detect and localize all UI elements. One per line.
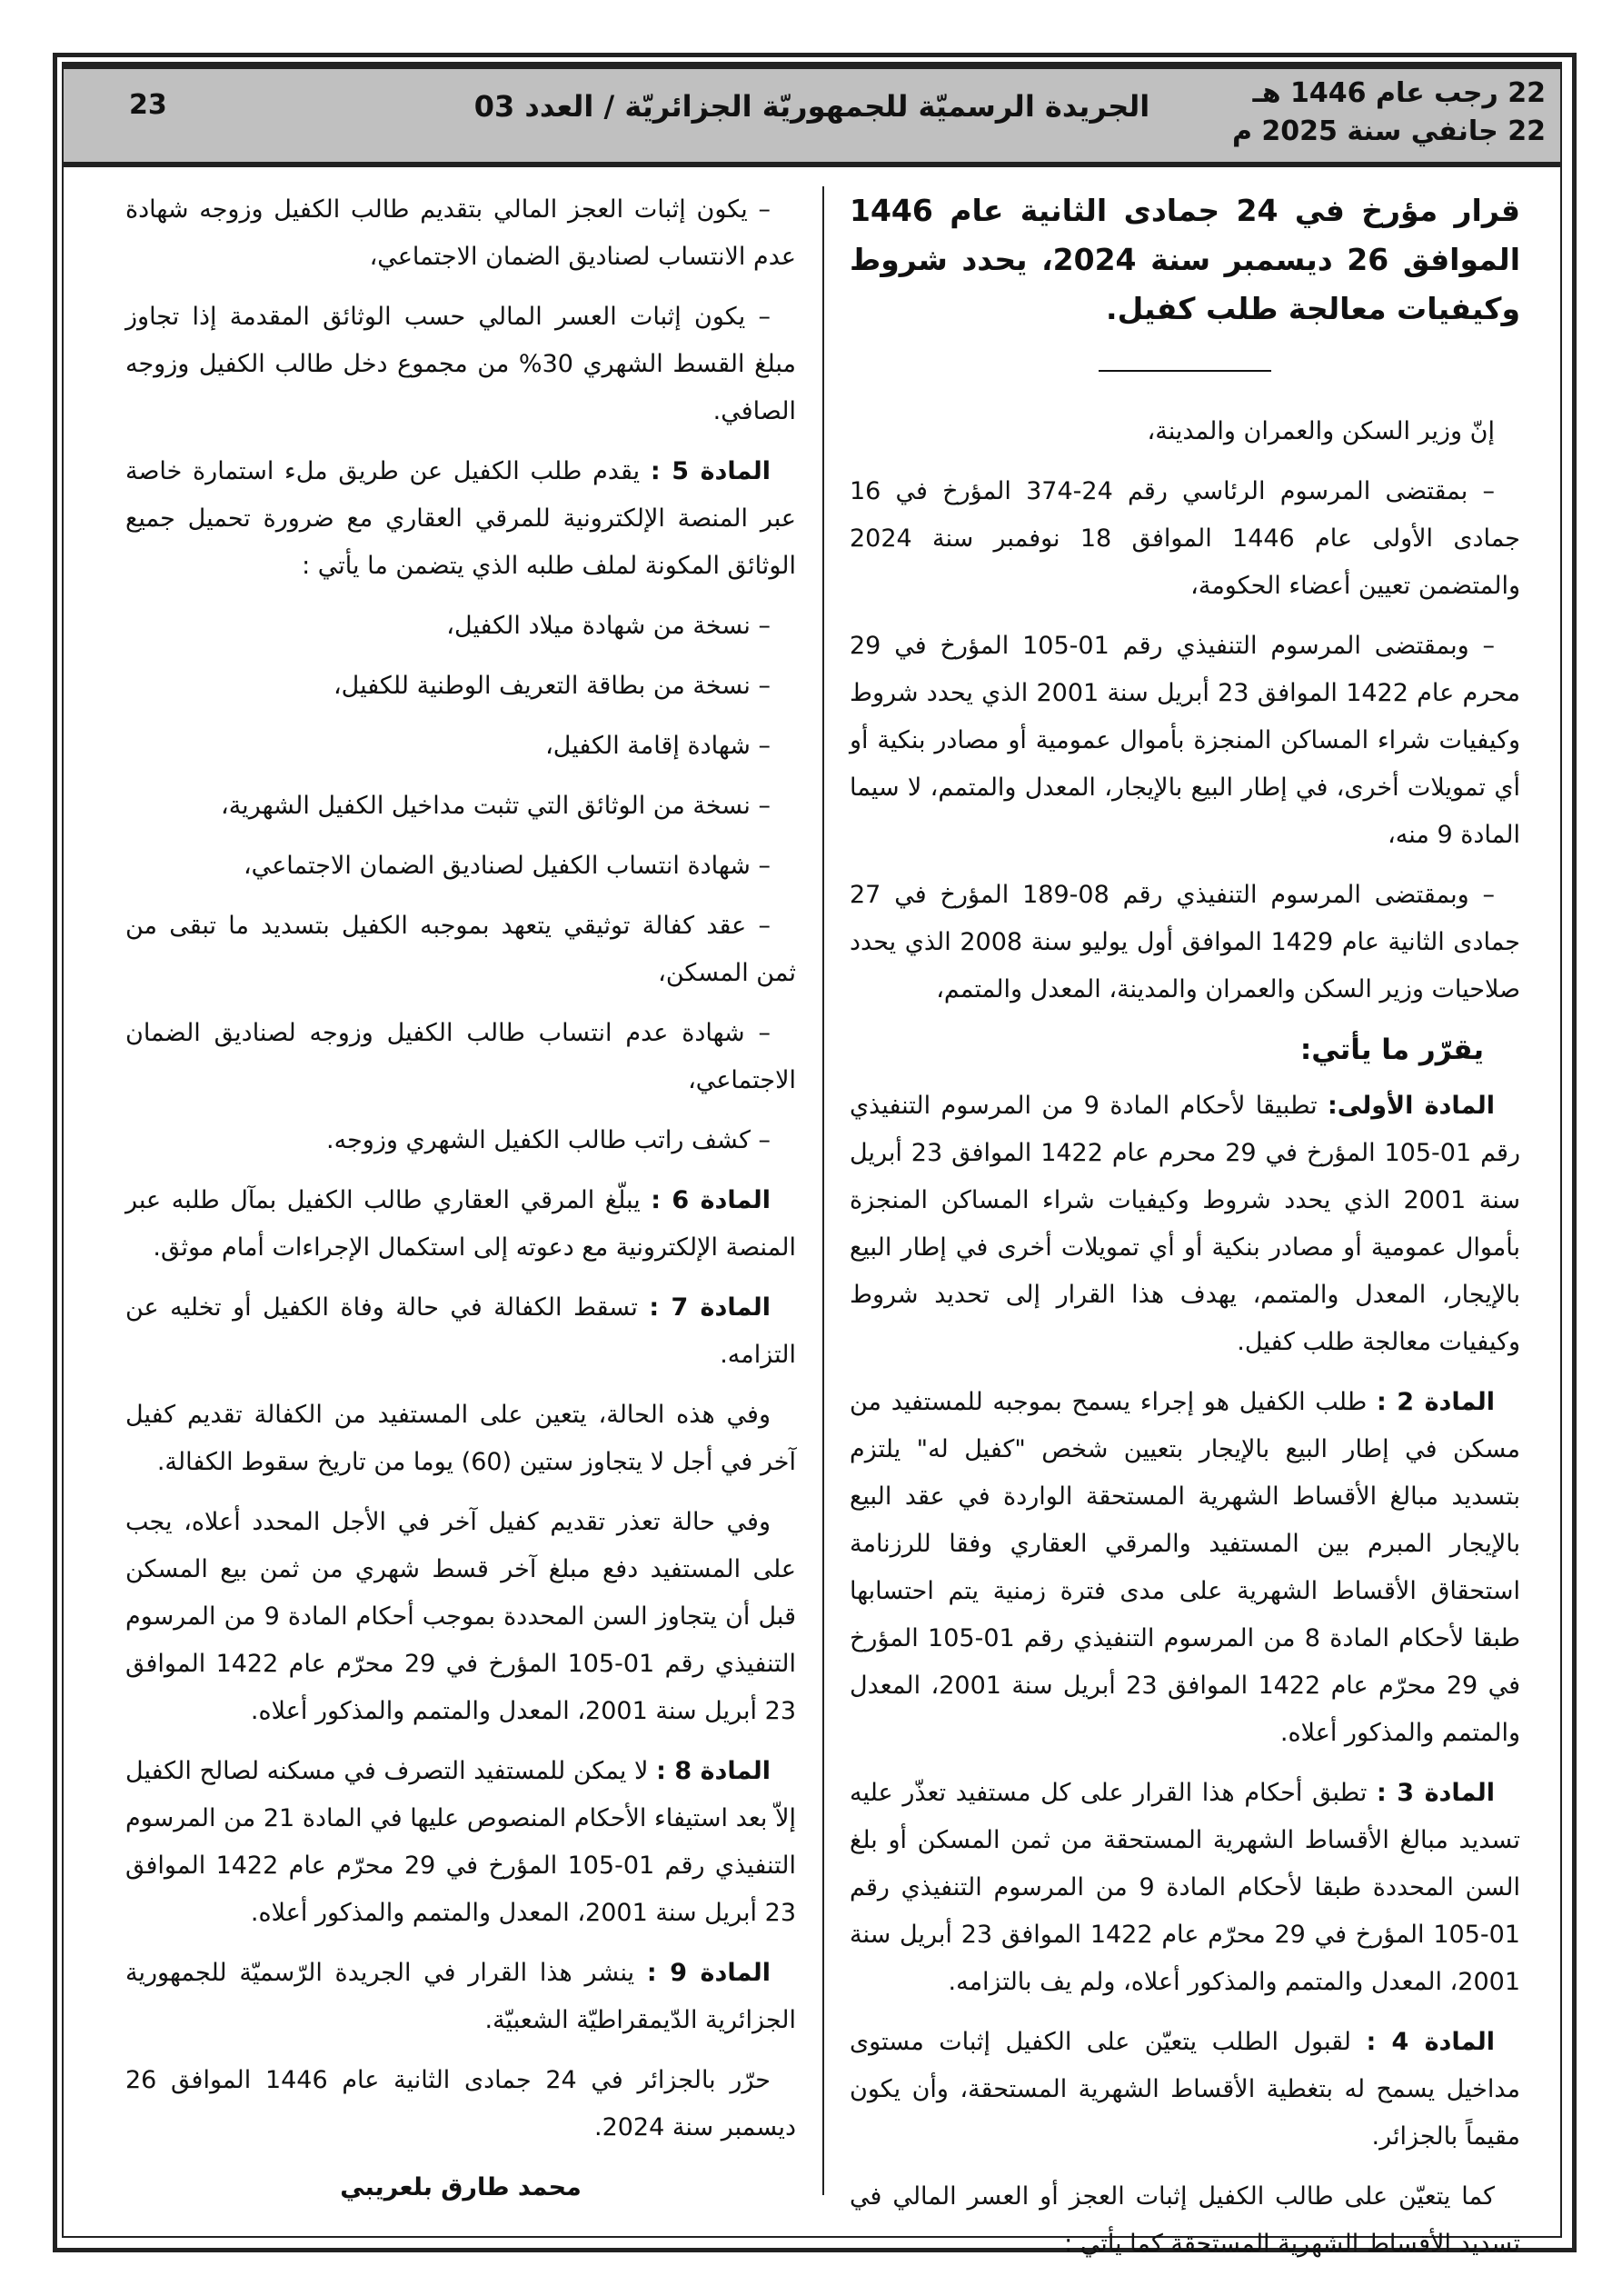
document-item: – نسخة من شهادة ميلاد الكفيل، [446,612,771,640]
done-at: حرّر بالجزائر في 24 جمادى الثانية عام 1446 الموافق 26 ديسمبر سنة 2024. [125,2066,796,2141]
article-text: لقبول الطلب يتعيّن على الكفيل إثبات مستوى مداخيل يسمح له بتغطية الأقساط الشهرية المستحقة، وأن يكون مقيماً بالجزائر. [850,2028,1520,2151]
left-column [125,186,796,2211]
document-item: – كشف راتب طالب الكفيل الشهري وزوجه. [326,1126,771,1154]
article-8 [125,1748,796,1937]
article-9 [125,1950,796,2044]
intro: إنّ وزير السكن والعمران والمدينة، [1147,417,1495,445]
list-item: – يكون إثبات العسر المالي حسب الوثائق المقدمة إذا تجاوز مبلغ القسط الشهري 30% من مجموع دخل طالب الكفيل وزوجه الصافي. [125,303,797,425]
document-item: – عقد كفالة توثيقي يتعهد بموجبه الكفيل بتسديد ما تبقى من ثمن المسكن، [125,912,796,987]
article-text: يبلّغ المرقي العقاري طالب الكفيل بمآل طلبه عبر المنصة الإلكترونية مع دعوته إلى استكمال الإجراءات أمام موثق. [125,1186,796,1262]
article-5 [125,448,796,590]
document-item: – شهادة عدم انتساب طالب الكفيل وزوجه لصناديق الضمان الاجتماعي، [125,1019,796,1094]
article-text: يقدم طلب الكفيل عن طريق ملء استمارة خاصة عبر المنصة الإلكترونية للمرقي العقاري مع ضرورة تحميل جميع الوثائق المكونة لملف طلبه الذي يتضمن ما يأتي : [125,457,796,580]
article-7-para-2: وفي هذه الحالة، يتعين على المستفيد من الكفالة تقديم كفيل آخر في أجل لا يتجاوز ستين (60) يوما من تاريخ سقوط الكفالة. [125,1401,796,1476]
article-label: المادة 6 : [651,1186,771,1214]
document-item: – نسخة من بطاقة التعريف الوطنية للكفيل، [333,672,771,700]
article-text: تطبق أحكام هذا القرار على كل مستفيد تعذّر عليه تسديد مبالغ الأقساط الشهرية المستحقة من ثمن المسكن أو بلغ السن المحددة طبقا لأحكام المادة 9 من المرسوم التنفيذي رقم 01-105 المؤرخ في 29 محرّم عام 1422 الموافق 23 أبريل سنة 2001، المعدل والمتمم والمذكور أعلاه، ولم يف بالتزامه. [850,1779,1520,1996]
article-text: لا يمكن للمستفيد التصرف في مسكنه لصالح الكفيل إلاّ بعد استيفاء الأحكام المنصوص عليها في المادة 21 من المرسوم التنفيذي رقم 01-105 المؤرخ في 29 محرّم عام 1422 الموافق 23 أبريل سنة 2001، المعدل والمتمم والمذكور أعلاه. [125,1757,797,1927]
decides-heading: يقرّر ما يأتي: [1299,1033,1484,1066]
article-label: المادة 8 : [656,1757,771,1785]
article-label: المادة 2 : [1376,1388,1496,1416]
document-item: – نسخة من الوثائق التي تثبت مداخيل الكفيل الشهرية، [220,792,771,820]
page-number: 23 [129,89,167,121]
article-4-continued: كما يتعيّن على طالب الكفيل إثبات العجز أو العسر المالي في تسديد الأقساط الشهرية المستحقة كما يأتي : [850,2182,1520,2258]
visa-1: – بمقتضى المرسوم الرئاسي رقم 24-374 المؤرخ في 16 جمادى الأولى عام 1446 الموافق 18 نوفمبر سنة 2024 والمتضمن تعيين أعضاء الحكومة، [850,477,1520,600]
article-label: المادة 5 : [650,457,771,485]
article-text: تطبيقا لأحكام المادة 9 من المرسوم التنفيذي رقم 01-105 المؤرخ في 29 محرم عام 1422 الموافق 23 أبريل سنة 2001 الذي يحدد شروط وكيفيات شراء المساكن المنجزة بأموال عمومية أو مصادر بنكية أو أي تمويلات أخرى في إطار البيع بالإيجار، المعدل والمتمم، يهدف هذا القرار إلى تحديد شروط وكيفيات معالجة طلب كفيل. [850,1092,1520,1356]
page-header [64,64,1560,167]
article-text: ينشر هذا القرار في الجريدة الرّسميّة للجمهورية الجزائرية الدّيمقراطيّة الشعبيّة. [125,1959,796,2034]
article-text: طلب الكفيل هو إجراء يسمح بموجبه للمستفيد من مسكن في إطار البيع بالإيجار بتعيين شخص "كفيل له" يلتزم بتسديد مبالغ الأقساط الشهرية المستحقة الواردة في عقد البيع بالإيجار المبرم بين المستفيد والمرقي العقاري وفقا للرزنامة استحقاق الأقساط الشهرية على مدى فترة زمنية يتم احتسابها طبقا لأحكام المادة 8 من المرسوم التنفيذي رقم 01-105 المؤرخ في 29 محرّم عام 1422 الموافق 23 أبريل سنة 2001، المعدل والمتمم والمذكور أعلاه. [850,1388,1521,1747]
article-2 [850,1379,1520,1757]
document-item: – شهادة إقامة الكفيل، [545,732,771,760]
article-4 [850,2019,1520,2161]
article-label: المادة 9 : [646,1959,771,1987]
article-text: تسقط الكفالة في حالة وفاة الكفيل أو تخليه عن التزامه. [125,1293,796,1369]
article-6 [125,1177,796,1272]
document-item: – شهادة انتساب الكفيل لصناديق الضمان الاجتماعي، [243,852,771,880]
article-7-para-3: وفي حالة تعذر تقديم كفيل آخر في الأجل المحدد أعلاه، يجب على المستفيد دفع مبلغ آخر قسط شهري من ثمن بيع المسكن قبل أن يتجاوز السن المحددة بموجب أحكام المادة 9 من المرسوم التنفيذي رقم 01-105 المؤرخ في 29 محرّم عام 1422 الموافق 23 أبريل سنة 2001، المعدل والمتمم والمذكور أعلاه. [125,1508,797,1725]
visa-2: – وبمقتضى المرسوم التنفيذي رقم 01-105 المؤرخ في 29 محرم عام 1422 الموافق 23 أبريل سنة 2001 الذي يحدد شروط وكيفيات شراء المساكن المنجزة بأموال عمومية أو مصادر بنكية أو أي تمويلات أخرى، في إطار البيع بالإيجار، المعدل والمتمم، لا سيما المادة 9 منه، [850,632,1520,849]
article-label: المادة 4 : [1366,2028,1496,2056]
article-3 [850,1770,1520,2006]
article-1 [850,1083,1520,1366]
gregorian-date: 22 جانفي سنة 2025 م [1231,115,1546,147]
signature-name: محمد طارق بلعريبي [340,2173,582,2201]
column-divider [822,186,824,2195]
decree-title: قرار مؤرخ في 24 جمادى الثانية عام 1446 الموافق 26 ديسمبر سنة 2024، يحدد شروط وكيفيات معالجة طلب كفيل. [850,193,1521,326]
article-label: المادة 7 : [649,1293,771,1322]
title-separator [1099,370,1271,372]
journal-title: الجريدة الرسميّة للجمهوريّة الجزائريّة / العدد 03 [473,89,1150,124]
visa-3: – وبمقتضى المرسوم التنفيذي رقم 08-189 المؤرخ في 27 جمادى الثانية عام 1429 الموافق أول يوليو سنة 2008 الذي يحدد صلاحيات وزير السكن والعمران والمدينة، المعدل والمتمم، [850,881,1520,1003]
article-label: المادة 3 : [1377,1779,1495,1807]
hijri-date: 22 رجب عام 1446 هـ [1252,77,1546,109]
article-label: المادة الأولى: [1327,1092,1495,1120]
article-7 [125,1284,796,1379]
right-column [850,186,1520,2281]
list-item: – يكون إثبات العجز المالي بتقديم طالب الكفيل وزوجه شهادة عدم الانتساب لصناديق الضمان الاجتماعي، [125,195,796,271]
